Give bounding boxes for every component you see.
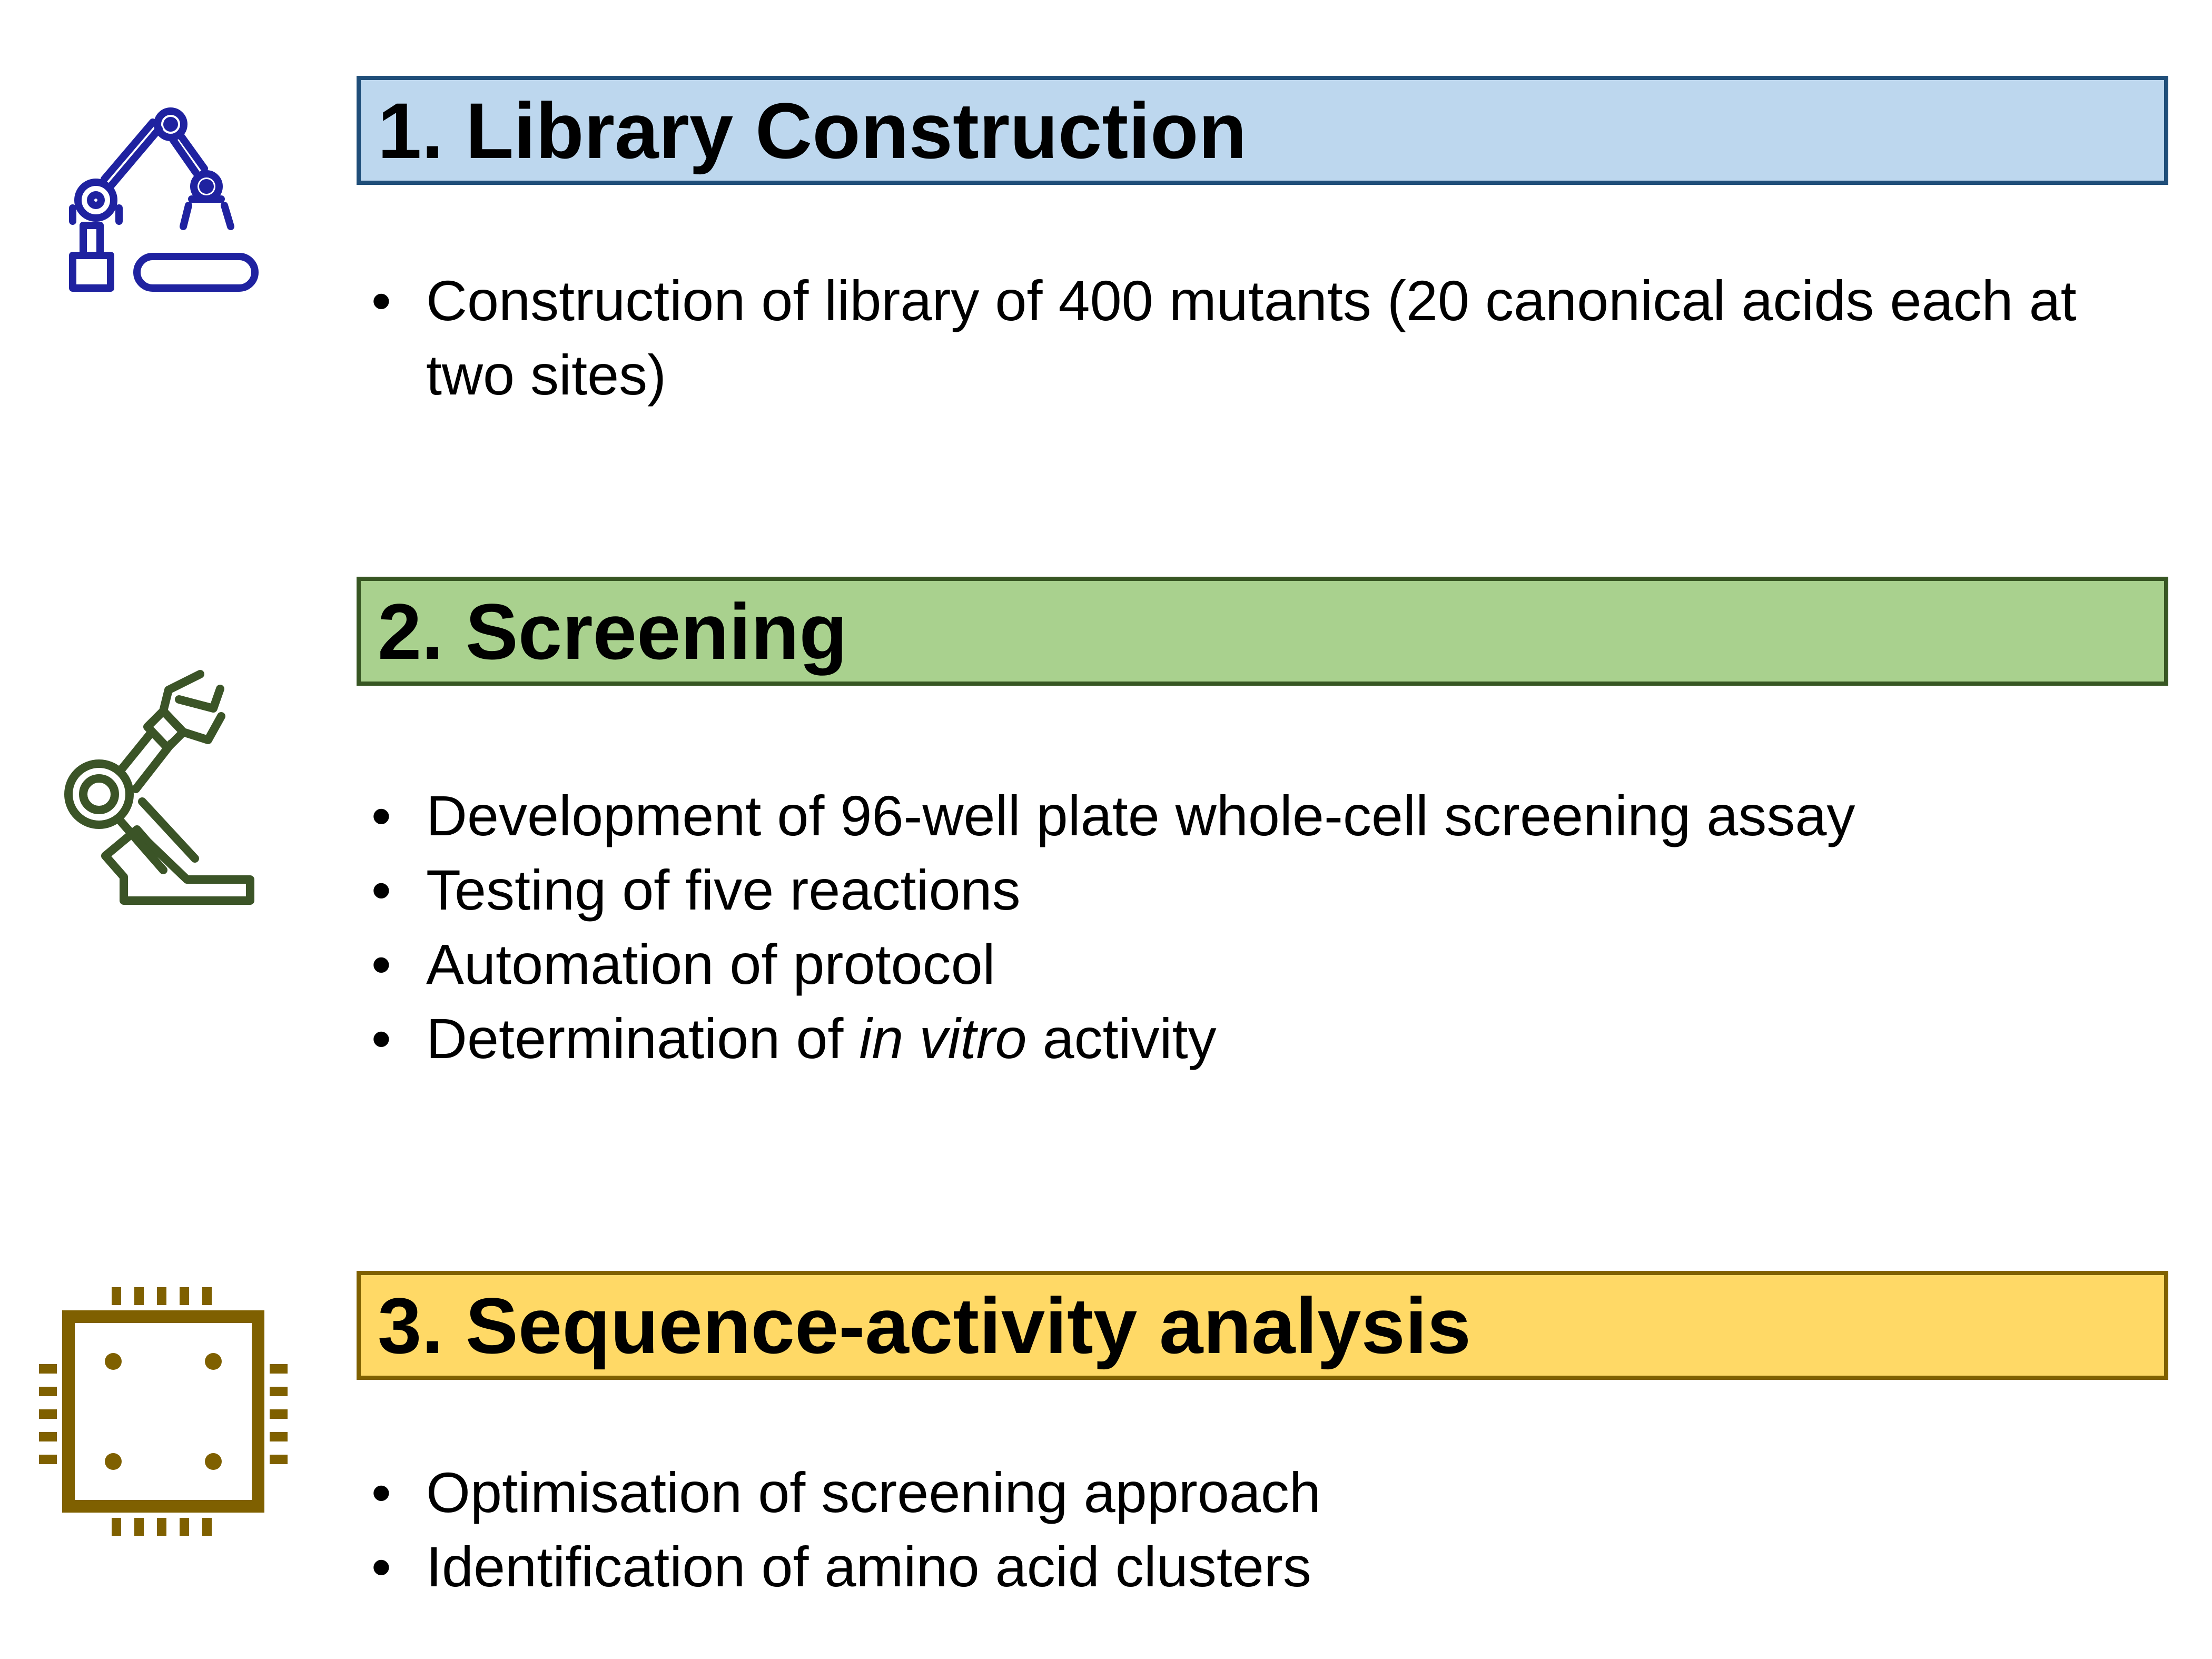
bullet-text: Optimisation of screening approach: [426, 1460, 1321, 1524]
step-2-bullets: [371, 778, 2109, 1075]
bullet-text: Identification of amino acid clusters: [426, 1535, 1311, 1598]
list-item: [371, 1001, 2109, 1075]
bullet-text-before: Determination of: [426, 1006, 860, 1070]
list-item: [371, 1529, 2109, 1604]
bullet-dot: •: [371, 1460, 391, 1524]
bullet-text-after: activity: [1026, 1006, 1217, 1070]
step-2-title: 2. Screening: [378, 587, 848, 676]
robot-arm-icon: [63, 653, 269, 916]
bullet-dot: •: [371, 932, 391, 996]
bullet-text: Development of 96-well plate whole-cell screening assay: [426, 784, 1855, 847]
step-3-title: 3. Sequence-activity analysis: [378, 1281, 1472, 1370]
bullet-text-italic: in vitro: [859, 1006, 1027, 1070]
step-1-title: 1. Library Construction: [378, 86, 1247, 175]
list-item: [371, 778, 2109, 853]
bullet-dot: •: [371, 269, 391, 332]
list-item: [371, 1455, 2109, 1529]
step-1-header: [357, 76, 2168, 185]
bullet-text: Construction of library of 400 mutants (20 canonical acids each at two sites): [426, 269, 2077, 407]
list-item: [371, 927, 2109, 1001]
bullet-text: Testing of five reactions: [426, 858, 1021, 922]
step-3-bullets: [371, 1455, 2109, 1604]
bullet-dot: •: [371, 784, 391, 847]
step-1-bullets: [371, 263, 2109, 412]
list-item: [371, 853, 2109, 927]
step-3-header: [357, 1271, 2168, 1380]
step-2-header: [357, 577, 2168, 686]
bullet-dot: •: [371, 858, 391, 922]
list-item: [371, 263, 2109, 412]
bullet-dot: •: [371, 1006, 391, 1070]
bullet-text: Automation of protocol: [426, 932, 995, 996]
robot-arm-conveyor-icon: [63, 100, 263, 300]
bullet-dot: •: [371, 1535, 391, 1598]
chip-icon: [37, 1285, 290, 1538]
